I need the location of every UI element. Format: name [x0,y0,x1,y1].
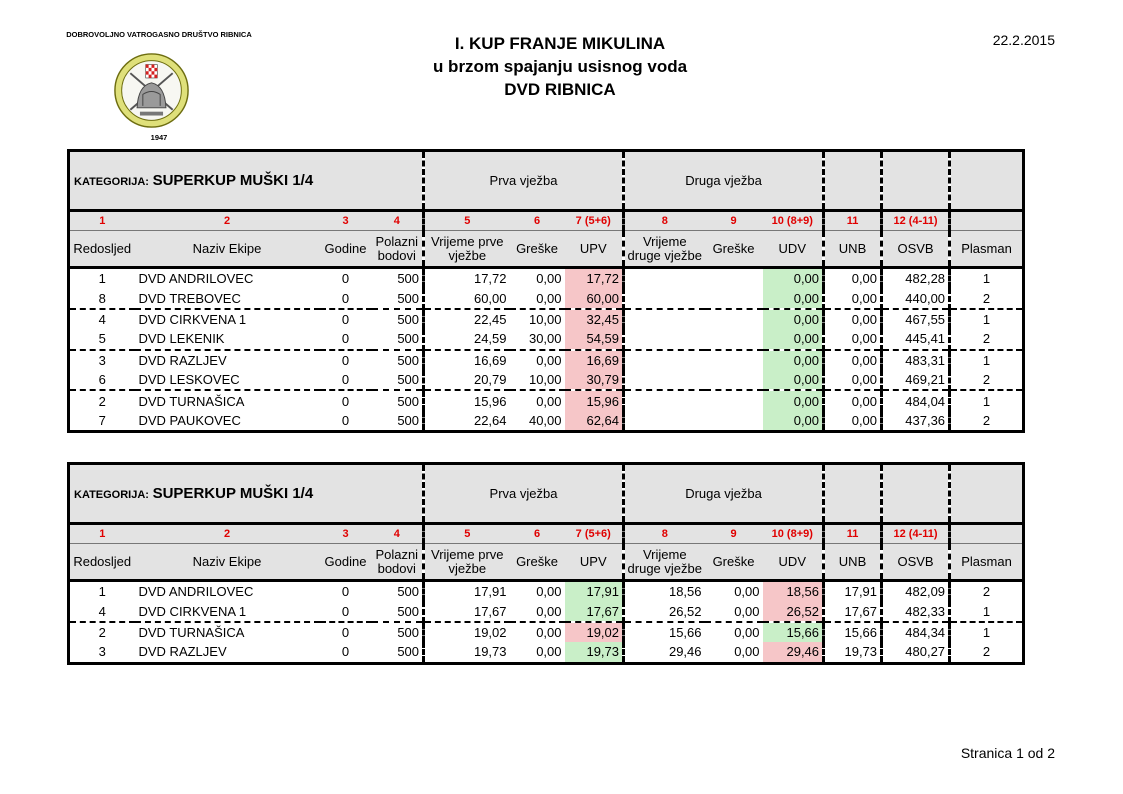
cell-time-first: 22,45 [424,309,510,329]
group-blank [950,464,1024,524]
cell-errors-second: 0,00 [734,584,760,600]
cell-errors-first: 0,00 [536,584,562,600]
cell-unb: 0,00 [824,390,882,410]
cell-unb: 15,66 [824,622,882,642]
cell-errors-second: 0,00 [734,624,760,640]
cell-upv: 62,64 [565,411,624,432]
cell-osvb: 482,28 [882,268,950,289]
cell-time-first: 19,02 [424,622,510,642]
category-label: KATEGORIJA: [74,489,149,501]
cell-errors-first: 40,00 [510,411,565,432]
cell-udv: 0,00 [763,288,824,308]
title-line-2: u brzom spajanju usisnog voda [432,57,688,76]
cell-godine: 0 [341,271,350,287]
cell-time-second [624,390,705,410]
cell-order: 6 [69,370,135,390]
col-number: 7 (5+6) [565,524,624,544]
cell-udv: 0,00 [763,350,824,370]
cell-team-name: DVD CIRKVENA 1 [138,311,247,327]
col-number: 2 [135,211,320,231]
col-header-plasman: Plasman [950,231,1024,268]
col-header-time2: Vrijeme druge vježbe [624,544,705,581]
cell-time-second [624,268,705,289]
cell-time-second [624,411,705,432]
title-line-3: DVD RIBNICA [504,80,616,99]
cell-team-name: DVD LESKOVEC [135,370,320,390]
cell-errors-first: 0,00 [536,271,562,287]
cell-godine: 0 [320,288,372,308]
cell-upv: 17,91 [565,581,624,602]
col-number: 11 [824,524,882,544]
cell-time-second [624,370,705,390]
cell-godine: 0 [341,352,350,368]
cell-starting-points: 500 [397,311,420,327]
col-header-bodovi: Polazni bodovi [372,544,424,581]
col-header-time1: Vrijeme prve vježbe [424,544,510,581]
cell-time-second: 26,52 [624,601,705,621]
col-number: 2 [135,524,320,544]
category-name: SUPERKUP MUŠKI 1/4 [152,172,314,189]
cell-errors-second: 0,00 [705,601,763,621]
cell-errors-second: 0,00 [705,642,763,663]
cell-errors-second [705,288,763,308]
table-row [69,390,1024,410]
organization-name: DOBROVOLJNO VATROGASNO DRUŠTVO RIBNICA [66,30,252,39]
column-number-row [69,524,1024,544]
cell-godine: 0 [320,370,372,390]
cell-upv: 19,73 [565,642,624,663]
cell-osvb: 484,04 [882,390,950,410]
cell-unb: 0,00 [824,309,882,329]
cell-starting-points: 500 [372,642,424,663]
cell-team-name: DVD PAUKOVEC [135,411,320,432]
col-number [950,211,1024,231]
col-number: 12 (4-11) [882,524,950,544]
col-header-plasman: Plasman [950,544,1024,581]
cell-udv: 0,00 [763,411,824,432]
cell-unb: 17,91 [824,581,882,602]
group-second-exercise: Druga vježba [624,464,824,524]
col-number: 1 [69,211,135,231]
cell-errors-first: 10,00 [528,311,562,327]
table-row [69,350,1024,370]
col-header-redosljed: Redosljed [69,544,135,581]
cell-time-second: 29,46 [624,642,705,663]
group-blank [824,464,882,524]
cell-osvb: 482,33 [882,601,950,621]
col-header-team: Naziv Ekipe [135,231,320,268]
cell-team-name: DVD TREBOVEC [135,288,320,308]
document-title [380,32,740,101]
cell-errors-first: 0,00 [536,624,562,640]
cell-errors-first: 0,00 [510,288,565,308]
cell-starting-points: 500 [397,624,420,640]
cell-plasman: 2 [950,370,1024,390]
col-number: 10 (8+9) [763,211,824,231]
cell-upv: 19,02 [565,622,624,642]
cell-udv: 0,00 [763,370,824,390]
cell-upv: 15,96 [565,390,624,410]
col-header-osvb: OSVB [882,231,950,268]
cell-time-second: 18,56 [624,581,705,602]
cell-udv: 0,00 [763,390,824,410]
cell-team-name: DVD ANDRILOVEC [138,584,254,600]
cell-plasman: 2 [950,642,1024,663]
cell-udv: 0,00 [763,329,824,349]
col-header-errors1: Greške [510,231,565,268]
col-number: 10 (8+9) [763,524,824,544]
cell-errors-first: 0,00 [510,601,565,621]
col-number: 6 [510,211,565,231]
cell-errors-second [705,309,763,329]
cell-godine: 0 [341,393,350,409]
col-number: 7 (5+6) [565,211,624,231]
table-row [69,581,1024,602]
cell-osvb: 483,31 [882,350,950,370]
col-number [950,524,1024,544]
cell-osvb: 484,34 [882,622,950,642]
col-number: 8 [624,524,705,544]
table-row [69,642,1024,663]
col-header-udv: UDV [763,544,824,581]
col-header-godine: Godine [320,231,372,268]
table-row [69,370,1024,390]
fire-brigade-emblem-icon [113,52,190,129]
col-number: 5 [424,211,510,231]
founded-year: 1947 [150,133,168,142]
category-cell [69,151,424,211]
cell-starting-points: 500 [397,584,420,600]
cell-time-first: 24,59 [424,329,510,349]
cell-upv: 16,69 [565,350,624,370]
cell-errors-first: 30,00 [510,329,565,349]
category-header-row [69,151,1024,211]
col-number: 8 [624,211,705,231]
cell-osvb: 467,55 [882,309,950,329]
document-date: 22.2.2015 [992,32,1055,48]
cell-time-first: 17,91 [424,581,510,602]
cell-starting-points: 500 [372,601,424,621]
table-row [69,411,1024,432]
cell-time-first: 20,79 [424,370,510,390]
cell-errors-first: 0,00 [510,642,565,663]
col-number: 3 [320,524,372,544]
col-header-upv: UPV [565,231,624,268]
cell-upv: 17,72 [565,268,624,289]
cell-order: 8 [69,288,135,308]
cell-osvb: 480,27 [882,642,950,663]
cell-godine: 0 [320,642,372,663]
cell-udv: 15,66 [763,622,824,642]
column-number-row [69,211,1024,231]
cell-unb: 0,00 [824,411,882,432]
cell-udv: 18,56 [763,581,824,602]
cell-time-first: 60,00 [424,288,510,308]
cell-order: 4 [69,601,135,621]
cell-osvb: 445,41 [882,329,950,349]
cell-godine: 0 [341,624,350,640]
table-row [69,268,1024,289]
col-number: 9 [705,211,763,231]
col-header-errors1: Greške [510,544,565,581]
cell-starting-points: 500 [372,288,424,308]
cell-errors-first: 10,00 [510,370,565,390]
cell-starting-points: 500 [372,329,424,349]
col-number: 4 [372,211,424,231]
table-row [69,601,1024,621]
group-blank [882,151,950,211]
cell-errors-second [705,329,763,349]
col-header-upv: UPV [565,544,624,581]
group-second-exercise: Druga vježba [624,151,824,211]
cell-team-name: DVD TURNAŠICA [138,393,245,409]
category-name: SUPERKUP MUŠKI 1/4 [152,485,314,502]
col-number: 11 [824,211,882,231]
cell-team-name: DVD RAZLJEV [135,642,320,663]
cell-order: 3 [69,642,135,663]
table-row [69,309,1024,329]
cell-godine: 0 [320,411,372,432]
cell-upv: 17,67 [565,601,624,621]
cell-order: 7 [69,411,135,432]
cell-order: 1 [69,581,135,602]
cell-unb: 0,00 [824,370,882,390]
cell-time-second [624,288,705,308]
col-header-udv: UDV [763,231,824,268]
cell-unb: 0,00 [824,329,882,349]
cell-errors-second [705,370,763,390]
cell-upv: 32,45 [565,309,624,329]
cell-starting-points: 500 [372,411,424,432]
cell-errors-second [705,411,763,432]
cell-time-first: 15,96 [424,390,510,410]
cell-team-name: DVD ANDRILOVEC [138,271,254,287]
page-number: Stranica 1 od 2 [960,745,1055,761]
cell-upv: 30,79 [565,370,624,390]
cell-udv: 29,46 [763,642,824,663]
cell-time-second [624,309,705,329]
col-number: 12 (4-11) [882,211,950,231]
cell-plasman: 1 [950,268,1024,289]
cell-order: 4 [69,309,135,329]
category-cell [69,464,424,524]
cell-team-name: DVD RAZLJEV [138,352,227,368]
table-row [69,622,1024,642]
col-header-redosljed: Redosljed [69,231,135,268]
cell-order: 5 [69,329,135,349]
col-number: 9 [705,524,763,544]
cell-order: 3 [69,350,135,370]
cell-unb: 17,67 [824,601,882,621]
col-header-unb: UNB [824,231,882,268]
cell-godine: 0 [320,329,372,349]
cell-osvb: 482,09 [882,581,950,602]
cell-plasman: 2 [950,411,1024,432]
col-header-errors2: Greške [705,231,763,268]
column-label-row [69,544,1024,581]
group-first-exercise: Prva vježba [424,464,624,524]
cell-team-name: DVD TURNAŠICA [138,624,245,640]
column-label-row [69,231,1024,268]
cell-unb: 0,00 [824,288,882,308]
cell-plasman: 1 [950,350,1024,370]
cell-starting-points: 500 [397,393,420,409]
cell-plasman: 2 [950,581,1024,602]
col-header-unb: UNB [824,544,882,581]
cell-time-second [624,329,705,349]
cell-upv: 60,00 [565,288,624,308]
cell-errors-first: 0,00 [536,352,562,368]
group-first-exercise: Prva vježba [424,151,624,211]
col-header-osvb: OSVB [882,544,950,581]
cell-plasman: 1 [950,309,1024,329]
col-number: 6 [510,524,565,544]
results-table-2 [67,462,1025,665]
cell-udv: 0,00 [763,309,824,329]
results-table-1 [67,149,1025,433]
cell-plasman: 2 [950,329,1024,349]
group-blank [882,464,950,524]
cell-starting-points: 500 [397,352,420,368]
cell-godine: 0 [341,311,350,327]
col-header-godine: Godine [320,544,372,581]
col-header-errors2: Greške [705,544,763,581]
table-row [69,329,1024,349]
cell-unb: 0,00 [824,350,882,370]
cell-time-first: 22,64 [424,411,510,432]
category-header-row [69,464,1024,524]
cell-errors-second [705,268,763,289]
cell-time-first: 16,69 [424,350,510,370]
cell-time-second [624,350,705,370]
cell-time-second: 15,66 [624,622,705,642]
category-label: KATEGORIJA: [74,176,149,188]
cell-errors-second [705,390,763,410]
col-header-time1: Vrijeme prve vježbe [424,231,510,268]
cell-godine: 0 [341,584,350,600]
cell-team-name: DVD CIRKVENA 1 [135,601,320,621]
cell-godine: 0 [320,601,372,621]
col-header-team: Naziv Ekipe [135,544,320,581]
cell-team-name: DVD LEKENIK [135,329,320,349]
group-blank [824,151,882,211]
cell-udv: 26,52 [763,601,824,621]
cell-osvb: 440,00 [882,288,950,308]
cell-upv: 54,59 [565,329,624,349]
cell-udv: 0,00 [763,268,824,289]
col-header-bodovi: Polazni bodovi [372,231,424,268]
table-row [69,288,1024,308]
group-blank [950,151,1024,211]
cell-errors-second [705,350,763,370]
col-number: 1 [69,524,135,544]
col-header-time2: Vrijeme druge vježbe [624,231,705,268]
col-number: 5 [424,524,510,544]
cell-order: 1 [69,268,135,289]
cell-starting-points: 500 [372,370,424,390]
cell-errors-first: 0,00 [536,393,562,409]
cell-order: 2 [69,390,135,410]
col-number: 4 [372,524,424,544]
title-line-1: I. KUP FRANJE MIKULINA [454,34,666,53]
cell-unb: 0,00 [824,268,882,289]
cell-osvb: 469,21 [882,370,950,390]
cell-order: 2 [69,622,135,642]
cell-plasman: 2 [950,288,1024,308]
cell-time-first: 19,73 [424,642,510,663]
cell-starting-points: 500 [397,271,420,287]
cell-osvb: 437,36 [882,411,950,432]
cell-plasman: 1 [950,622,1024,642]
cell-plasman: 1 [950,390,1024,410]
cell-unb: 19,73 [824,642,882,663]
col-number: 3 [320,211,372,231]
cell-time-first: 17,72 [424,268,510,289]
cell-time-first: 17,67 [424,601,510,621]
cell-plasman: 1 [950,601,1024,621]
